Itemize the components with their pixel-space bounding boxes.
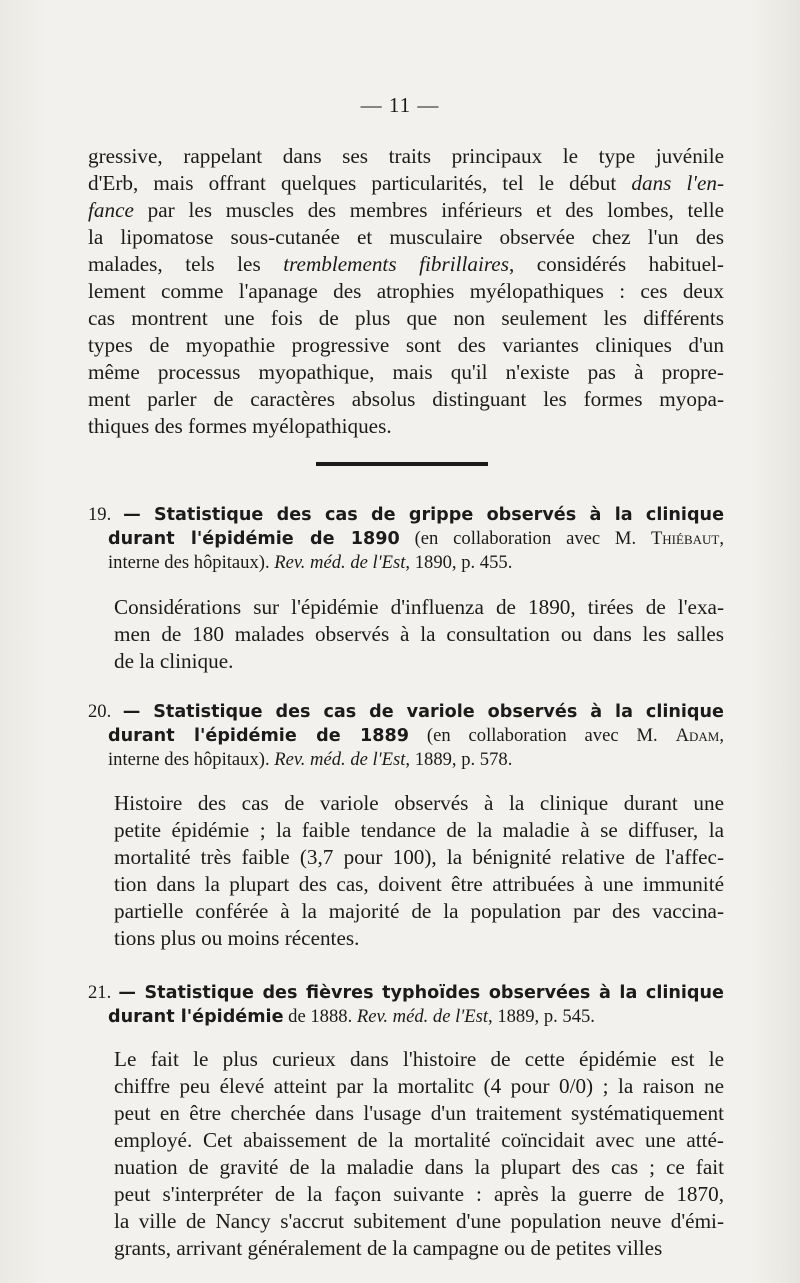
bold-run: durant l'épidémie [108,1007,284,1027]
entry-19-summary [88,594,724,675]
entry-title-line: 20. — Statistique des cas de variole observés à la clinique [88,701,724,722]
bold-run: — Statistique des fièvres typhoïdes observées à la clinique [118,983,724,1003]
section-divider [316,462,488,466]
entry-summary-line: tions plus ou moins récentes. [114,926,360,950]
italic-run: dans l'en- [631,171,725,195]
entry-summary-line: men de 180 malades observés à la consultation ou dans les salles [114,622,724,646]
intro-line: fance par les muscles des membres inférieurs et des lombes, telle [88,198,724,222]
italic-run: tremblements fibrillaires [283,252,509,276]
entry-summary-line: Histoire des cas de variole observés à la clinique durant une [114,791,724,815]
entry-19-title [88,503,724,575]
intro-paragraph [88,143,724,440]
entry-title-line: durant l'épidémie de 1890 (en collaboration avec M. Thiébaut, [108,528,724,549]
entry-title-line: durant l'épidémie de 1888. Rev. méd. de l'Est, 1889, p. 545. [108,1006,595,1027]
intro-line: thiques des formes myélopathiques. [88,414,392,438]
italic-run: fance [88,198,134,222]
entry-summary-line: grants, arrivant généralement de la campagne ou de petites villes [114,1236,663,1260]
entry-summary-line: la ville de Nancy s'accrut subitement d'une population neuve d'émi- [114,1209,724,1233]
page-number: — 11 — [360,93,440,117]
entry-summary-line: employé. Cet abaissement de la mortalité coïncidait avec une atté- [114,1128,724,1152]
entry-summary-line: Considérations sur l'épidémie d'influenza de 1890, tirées de l'exa- [114,595,724,619]
italic-run: Rev. méd. de l'Est [274,749,406,770]
entry-20-title [88,700,724,772]
entry-summary-line: chiffre peu élevé atteint par la mortalitc (4 pour 0/0) ; la raison ne [114,1074,724,1098]
entry-summary-line: partielle conférée à la majorité de la population par des vaccina- [114,899,724,923]
entry-title-line: interne des hôpitaux). Rev. méd. de l'Est, 1890, p. 455. [108,552,513,573]
entry-title-line: interne des hôpitaux). Rev. méd. de l'Est, 1889, p. 578. [108,749,513,770]
intro-line: lement comme l'apanage des atrophies myélopathiques : ces deux [88,279,724,303]
entry-summary-line: nuation de gravité de la maladie dans la plupart des cas ; ce fait [114,1155,724,1179]
intro-line: malades, tels les tremblements fibrillaires, considérés habituel- [88,252,724,276]
intro-line: la lipomatose sous-cutanée et musculaire observée chez l'un des [88,225,724,249]
italic-run: Rev. méd. de l'Est [274,552,406,573]
author-name: Adam [675,725,720,746]
entry-summary-line: peut en être cherchée dans l'usage d'un traitement systématiquement [114,1101,724,1125]
entry-summary-line: de la clinique. [114,649,234,673]
intro-line: ment parler de caractères absolus distinguant les formes myopa- [88,387,724,411]
intro-line: types de myopathie progressive sont des variantes cliniques d'un [88,333,724,357]
author-name: Thiébaut [650,528,720,549]
entry-20-summary [88,790,724,952]
entry-21-title [88,981,724,1029]
entry-title-line: durant l'épidémie de 1889 (en collaboration avec M. Adam, [108,725,724,746]
intro-line: d'Erb, mais offrant quelques particularités, tel le début dans l'en- [88,171,725,195]
entry-21-summary [88,1046,724,1262]
bold-run: durant l'épidémie de 1889 [108,726,410,746]
entry-summary-line: peut s'interpréter de la façon suivante : après la guerre de 1870, [114,1182,724,1206]
entry-summary-line: mortalité très faible (3,7 pour 100), la bénignité relative de l'affec- [114,845,724,869]
intro-line: gressive, rappelant dans ses traits principaux le type juvénile [88,144,724,168]
entry-summary-line: petite épidémie ; la faible tendance de la maladie à se diffuser, la [114,818,724,842]
bold-run: — Statistique des cas de grippe observés à la clinique [123,505,725,525]
bold-run: durant l'épidémie de 1890 [108,529,400,549]
bold-run: — Statistique des cas de variole observés à la clinique [122,702,724,722]
intro-line: cas montrent une fois de plus que non seulement les différents [88,306,724,330]
entry-summary-line: tion dans la plupart des cas, doivent être attribuées à une immunité [114,872,724,896]
entry-summary-line: Le fait le plus curieux dans l'histoire de cette épidémie est le [114,1047,724,1071]
italic-run: Rev. méd. de l'Est [356,1006,489,1027]
entry-title-line: 19. — Statistique des cas de grippe observés à la clinique [88,504,725,525]
entry-title-line: 21. — Statistique des fièvres typhoïdes observées à la clinique [88,982,724,1003]
intro-line: même processus myopathique, mais qu'il n'existe pas à propre- [88,360,724,384]
